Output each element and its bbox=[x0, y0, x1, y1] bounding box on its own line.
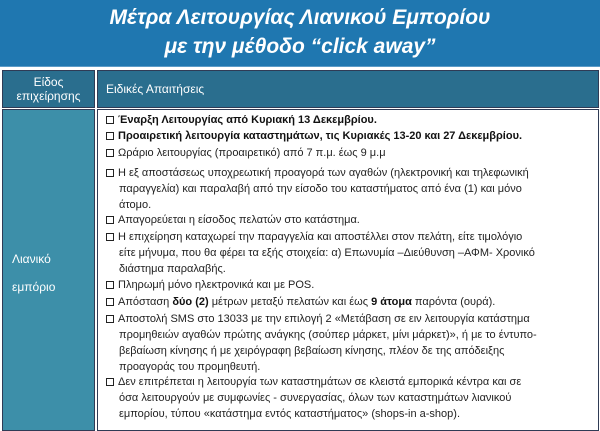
requirement-text-post: παρόντα (ουρά). bbox=[411, 296, 496, 308]
requirement-text-line-1: Η επιχείρηση καταχωρεί την παραγγελία και αποστέλλει στον πελάτη, είτε τιμολόγιο bbox=[118, 231, 523, 243]
checkbox-icon bbox=[106, 281, 114, 289]
requirement-item-2 bbox=[106, 128, 594, 144]
title-banner bbox=[0, 0, 600, 67]
requirement-text-bold-people: 9 άτομα bbox=[371, 296, 412, 308]
requirement-text-line-4: προαγοράς του προμηθευτή. bbox=[119, 361, 261, 373]
requirement-item-1 bbox=[106, 112, 594, 128]
requirement-text-line-1: Δεν επιτρέπεται η λειτουργία των καταστημάτων σε κλειστά εμπορικά κέντρα και σε bbox=[118, 376, 522, 388]
requirement-text: Πληρωμή μόνο ηλεκτρονικά και με POS. bbox=[118, 279, 315, 291]
requirement-item-3 bbox=[106, 145, 594, 161]
requirement-text-mid: μέτρων μεταξύ πελατών και έως bbox=[208, 296, 372, 308]
requirement-text-bold-distance: δύο (2) bbox=[172, 296, 209, 308]
requirement-text-line-1: Αποστολή SMS στο 13033 με την επιλογή 2 «Μετάβαση σε ειν λειτουργία κατάστημα bbox=[118, 313, 530, 325]
requirement-item-6 bbox=[106, 229, 594, 277]
page-title-line-1: Μέτρα Λειτουργίας Λιανικού Εμπορίου bbox=[109, 6, 491, 29]
checkbox-icon bbox=[106, 149, 114, 157]
checkbox-icon bbox=[106, 315, 114, 323]
requirement-item-9 bbox=[106, 311, 594, 375]
category-label-line-1: Λιανικό bbox=[12, 252, 51, 266]
requirement-text: Απαγορεύεται η είσοδος πελατών στο κατάστημα. bbox=[118, 214, 360, 226]
column-header-requirements bbox=[97, 70, 599, 108]
requirement-text-line-2: παραγγελία) και παραλαβή από την είσοδο του καταστήματος από ένα (1) και μόνο bbox=[119, 183, 522, 195]
requirement-text: Ωράριο λειτουργίας (προαιρετικό) από 7 π.μ. έως 9 μ.μ bbox=[118, 147, 386, 159]
requirement-text-line-2: είτε μήνυμα, που θα φέρει τα εξής στοιχεία: α) Επωνυμία –Διεύθυνση –ΑΦΜ- Χρονικό bbox=[119, 247, 535, 259]
requirement-item-5 bbox=[106, 212, 594, 228]
checkbox-icon bbox=[106, 378, 114, 386]
checkbox-icon bbox=[106, 298, 114, 306]
requirement-text-line-2: προμηθειών αγαθών πρώτης ανάγκης (σούπερ μάρκετ, μίνι μάρκετ)», ή με το έντυπο- bbox=[119, 329, 537, 341]
requirement-text-line-3: διάστημα παραλαβής. bbox=[119, 263, 226, 275]
checkbox-icon bbox=[106, 233, 114, 241]
requirement-text-line-3: βεβαίωση κίνησης ή με χειρόγραφη βεβαίωση κίνησης, πλέον δε της απόδειξης bbox=[119, 345, 505, 357]
requirement-text-line-2: όσα λειτουργούν με συμφωνίες - συνεργασίας, όλων των καταστημάτων λιανικού bbox=[119, 392, 512, 404]
checkbox-icon bbox=[106, 116, 114, 124]
column-header-requirements-label: Ειδικές Απαιτήσεις bbox=[106, 82, 205, 96]
requirement-text-pre: Απόσταση bbox=[118, 296, 173, 308]
checkbox-icon bbox=[106, 169, 114, 177]
checkbox-icon bbox=[106, 132, 114, 140]
requirement-item-7 bbox=[106, 277, 594, 293]
requirement-text-line-1: Η εξ αποστάσεως υποχρεωτική προαγορά των αγαθών (ηλεκτρονική και τηλεφωνική bbox=[118, 167, 529, 179]
column-header-business-type-line-2: επιχείρησης bbox=[16, 89, 81, 103]
requirements-list bbox=[97, 109, 599, 431]
requirement-item-10 bbox=[106, 374, 594, 422]
column-header-business-type bbox=[2, 70, 95, 108]
requirement-item-8 bbox=[106, 294, 594, 310]
category-cell bbox=[2, 109, 95, 431]
requirement-text: Έναρξη Λειτουργίας από Κυριακή 13 Δεκεμβρίου. bbox=[118, 114, 377, 126]
page-title-line-2: με την μέθοδο “click away” bbox=[164, 35, 436, 58]
category-label-line-2: εμπόριο bbox=[12, 280, 56, 294]
requirement-item-4 bbox=[106, 165, 594, 213]
checkbox-icon bbox=[106, 216, 114, 224]
column-header-business-type-line-1: Είδος bbox=[33, 75, 64, 89]
requirement-text: Προαιρετική λειτουργία καταστημάτων, τις Κυριακές 13-20 και 27 Δεκεμβρίου. bbox=[118, 130, 523, 142]
requirement-text-line-3: εμπορίου, τύπου «κατάστημα εντός καταστήματος» (shops-in a-shop). bbox=[119, 408, 460, 420]
requirement-text-line-3: άτομο. bbox=[119, 199, 152, 211]
